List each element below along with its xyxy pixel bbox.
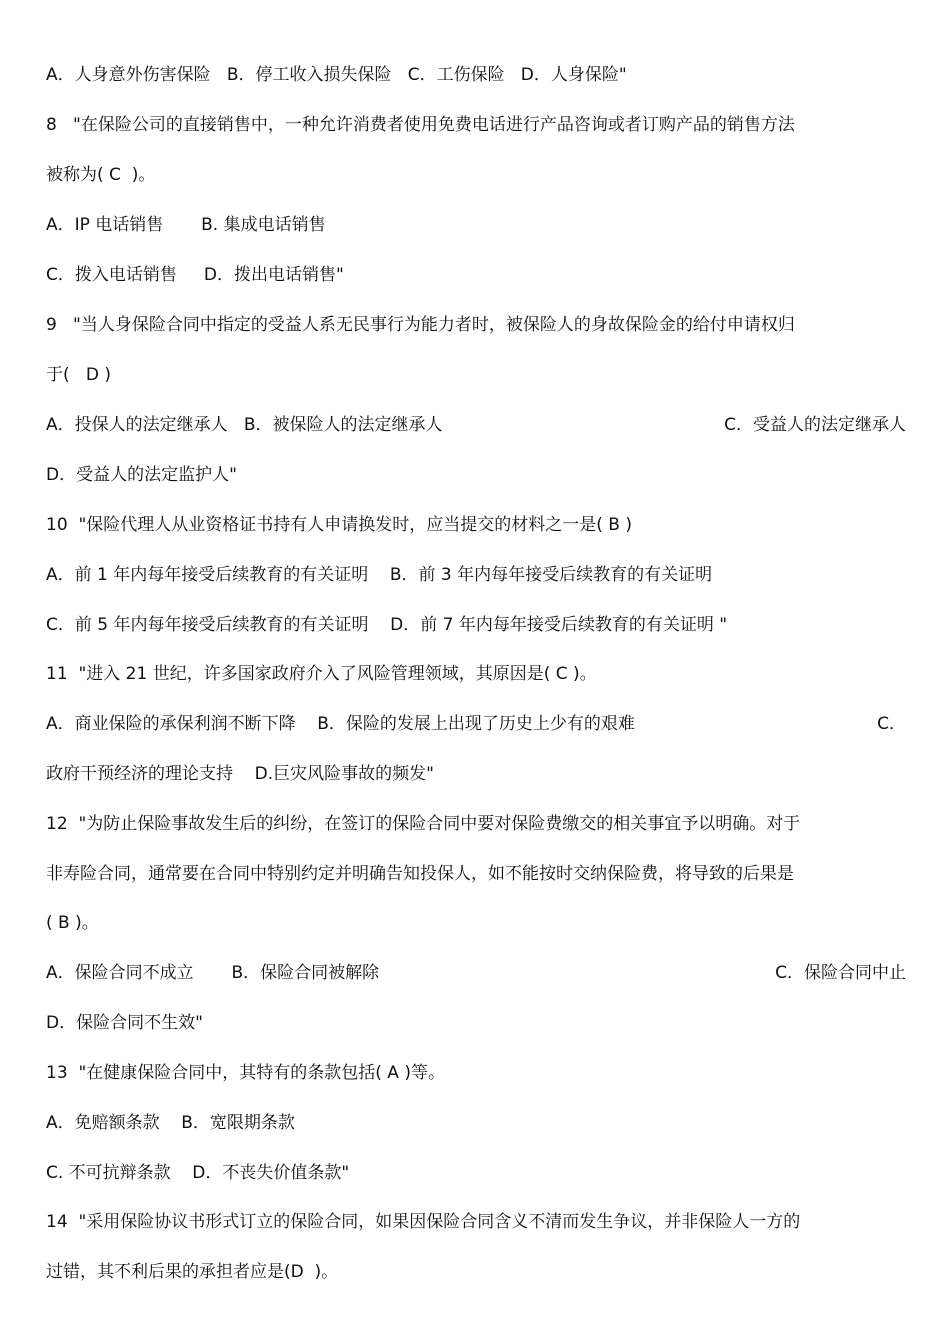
question-line: 9 "当人身保险合同中指定的受益人系无民事行为能力者时，被保险人的身故保险金的给付申请权归: [46, 315, 795, 335]
option-line: A．免赔额条款 B．宽限期条款: [46, 1113, 295, 1133]
question-line: ( B )。: [46, 913, 99, 933]
question-line: 8 "在保险公司的直接销售中，一种允许消费者使用免费电话进行产品咨询或者订购产品的销售方法: [46, 115, 795, 135]
question-line: 14 "采用保险协议书形式订立的保险合同，如果因保险合同含义不清而发生争议，并非保险人一方的: [46, 1212, 801, 1232]
option-line: A．IP 电话销售 B. 集成电话销售: [46, 215, 326, 235]
question-line: 10 "保险代理人从业资格证书持有人申请换发时，应当提交的材料之一是( B ): [46, 515, 632, 535]
option-right: C．受益人的法定继承人: [724, 415, 906, 435]
question-line: 过错，其不利后果的承担者应是(D )。: [46, 1262, 339, 1282]
option-line: D．保险合同不生效": [46, 1013, 203, 1033]
option-line: C. 不可抗辩条款 D．不丧失价值条款": [46, 1163, 350, 1183]
option-line: A．人身意外伤害保险 B．停工收入损失保险 C．工伤保险 D．人身保险": [46, 65, 627, 85]
question-line: 12 "为防止保险事故发生后的纠纷，在签订的保险合同中要对保险费缴交的相关事宜予以明确。对于: [46, 814, 801, 834]
option-line: C．前 5 年内每年接受后续教育的有关证明 D．前 7 年内每年接受后续教育的有关证明 ": [46, 615, 728, 635]
option-line: A．前 1 年内每年接受后续教育的有关证明 B．前 3 年内每年接受后续教育的有关证明: [46, 565, 713, 585]
option-line: D．受益人的法定监护人": [46, 465, 237, 485]
option-line: A．投保人的法定继承人 B．被保险人的法定继承人 C．受益人的法定继承人: [46, 412, 906, 438]
option-right: C．: [877, 714, 906, 734]
option-line: A．保险合同不成立 B．保险合同被解除 C．保险合同中止: [46, 960, 906, 986]
question-line: 11 "进入 21 世纪，许多国家政府介入了风险管理领域，其原因是( C )。: [46, 664, 597, 684]
option-line: 政府干预经济的理论支持 D.巨灾风险事故的频发": [46, 764, 434, 784]
question-line: 13 "在健康保险合同中，其特有的条款包括( A )等。: [46, 1063, 445, 1083]
question-line: 于( D ): [46, 365, 111, 385]
question-line: 被称为( C )。: [46, 165, 156, 185]
option-line: A．商业保险的承保利润不断下降 B．保险的发展上出现了历史上少有的艰难 C．: [46, 711, 906, 737]
option-line: C．拨入电话销售 D．拨出电话销售": [46, 265, 344, 285]
question-line: 非寿险合同，通常要在合同中特别约定并明确告知投保人，如不能按时交纳保险费，将导致的后果是: [46, 864, 794, 884]
option-right: C．保险合同中止: [775, 963, 906, 983]
